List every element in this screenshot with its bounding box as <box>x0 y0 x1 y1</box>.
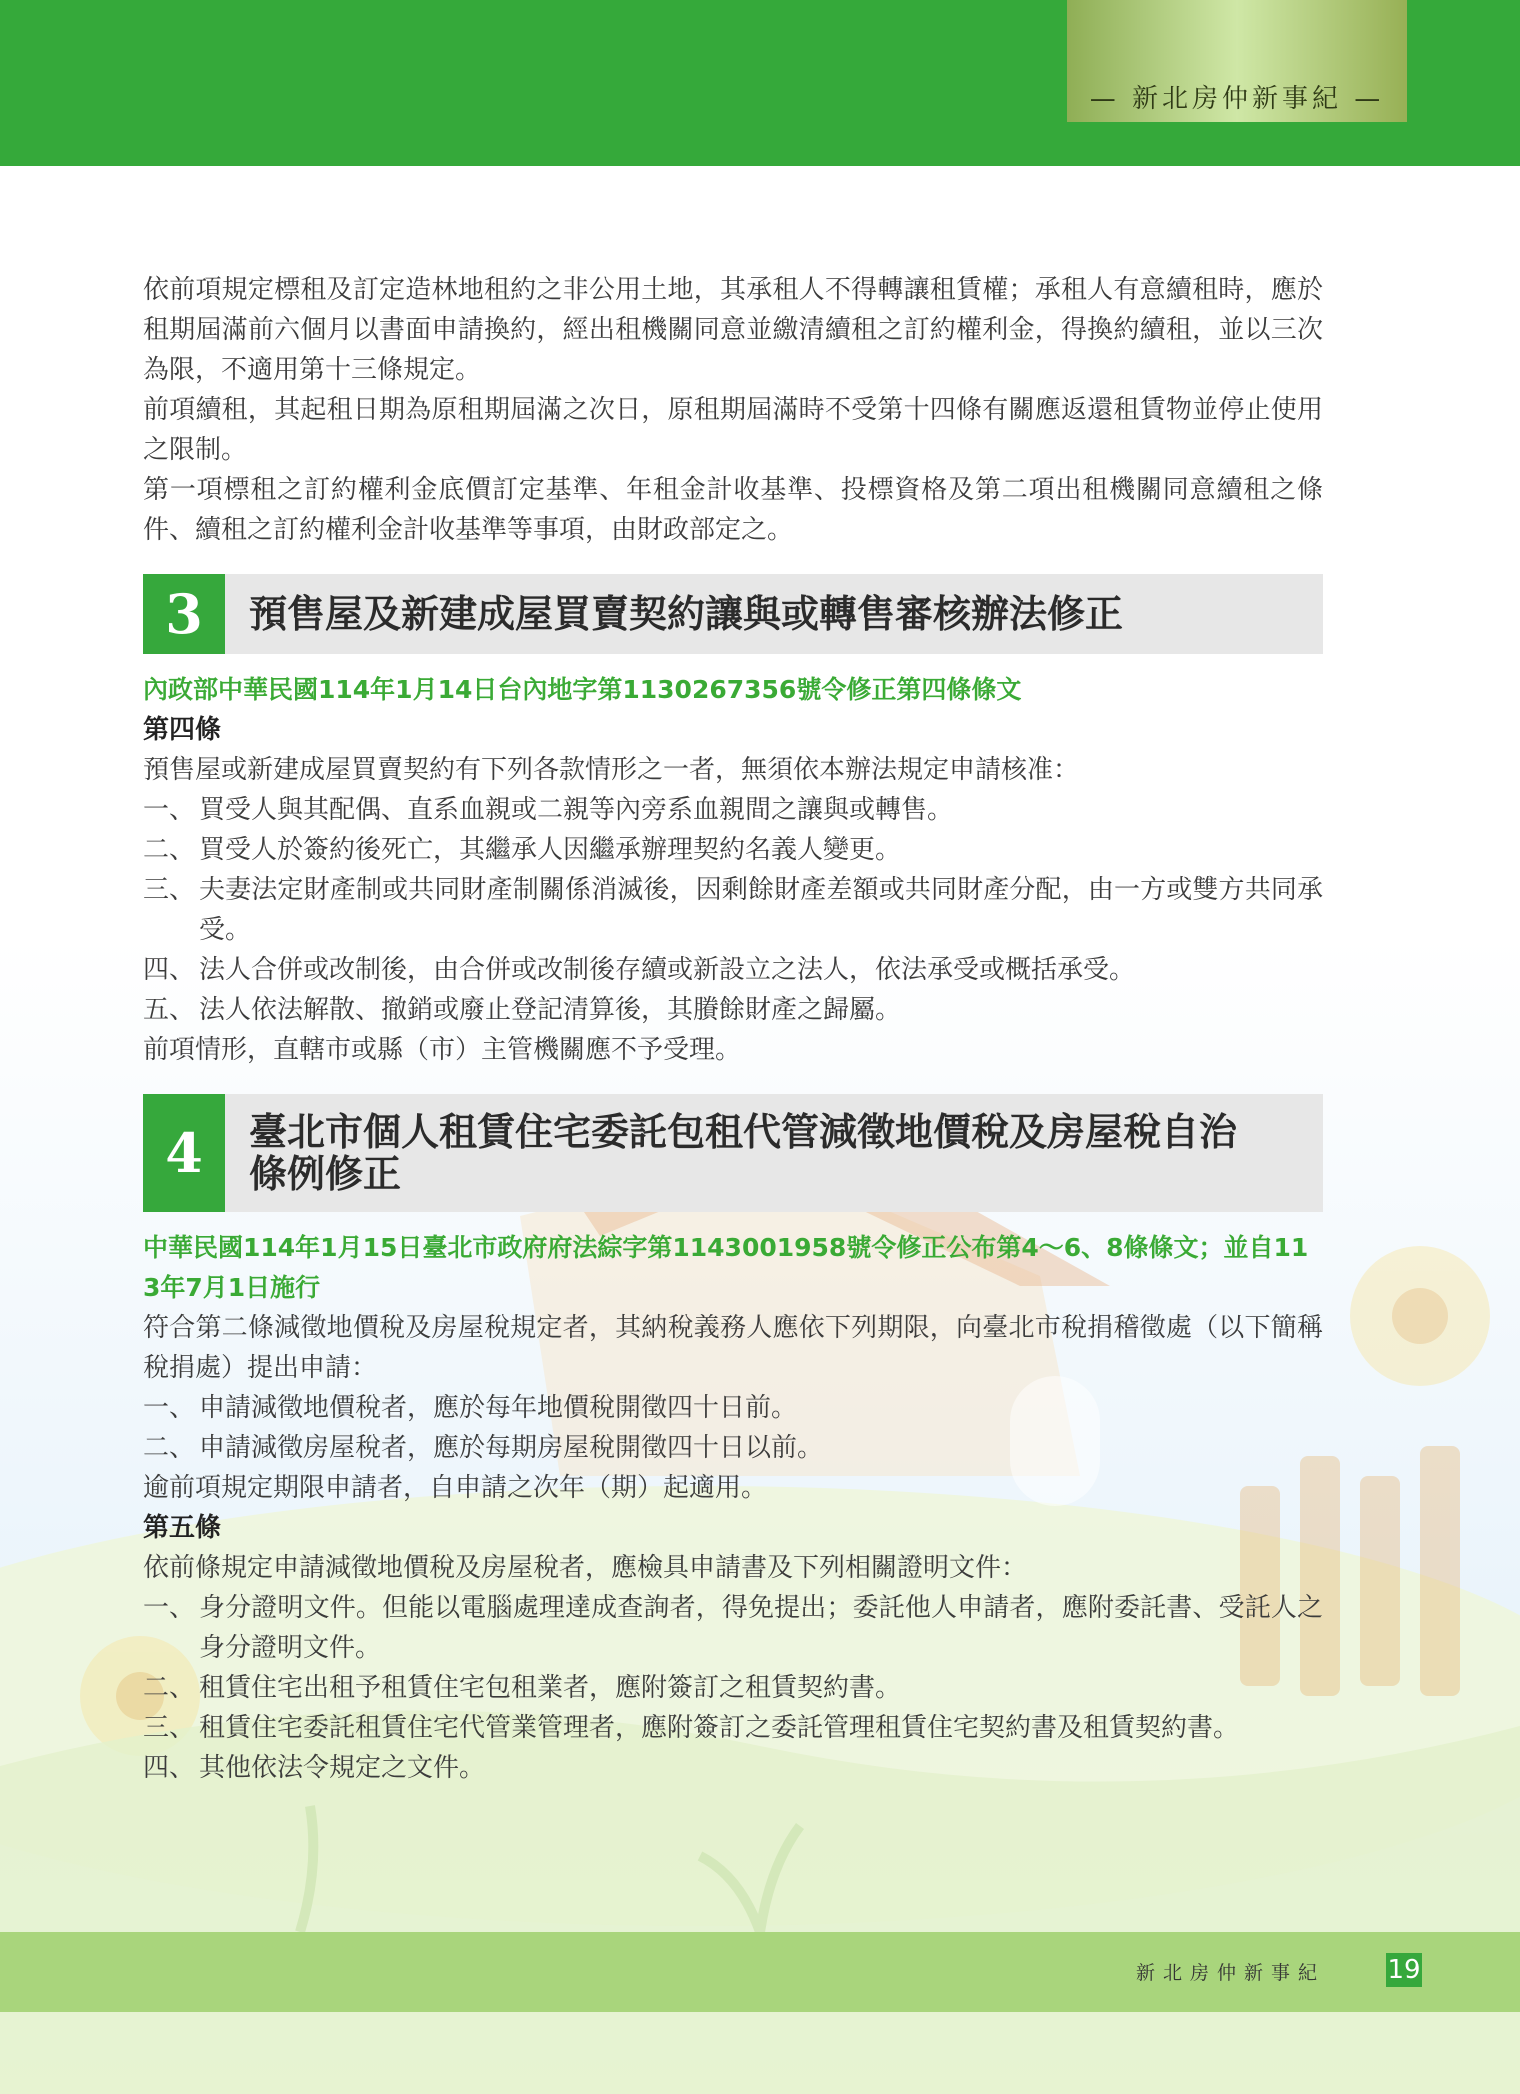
list-item-number: 三、 <box>143 1713 196 1743</box>
list-item-text: 身分證明文件。但能以電腦處理達成查詢者，得免提出；委託他人申請者，應附委託書、受託人之身分證明文件。 <box>199 1593 1323 1663</box>
list-item-number: 三、 <box>143 875 196 905</box>
list-item-text: 其他依法令規定之文件。 <box>199 1753 486 1783</box>
page-number: 19 <box>1387 1955 1421 1985</box>
page-content <box>143 270 1323 1788</box>
intro-paragraph-1: 依前項規定標租及訂定造林地租約之非公用土地，其承租人不得轉讓租賃權；承租人有意續租時，應於租期屆滿前六個月以書面申請換約，經出租機關同意並繳清續租之訂約權利金，得換約續租，並以三次為限，不適用第十三條規定。 <box>143 275 1323 385</box>
intro-paragraph-3: 第一項標租之訂約權利金底價訂定基準、年租金計收基準、投標資格及第二項出租機關同意續租之條件、續租之訂約權利金計收基準等事項，由財政部定之。 <box>143 475 1323 545</box>
list-item <box>143 1588 1323 1668</box>
section-3-title: 預售屋及新建成屋買賣契約讓與或轉售審核辦法修正 <box>249 592 1124 636</box>
section-4-title-line-1: 臺北市個人租賃住宅委託包租代管減徵地價稅及房屋稅自治 <box>249 1110 1238 1154</box>
list-item-text: 夫妻法定財產制或共同財產制關係消滅後，因剩餘財產差額或共同財產分配，由一方或雙方共同承受。 <box>199 875 1323 945</box>
list-item-number: 一、 <box>143 795 196 825</box>
section-4-decree: 中華民國114年1月15日臺北市政府府法綜字第1143001958號令修正公布第4～6、8條條文；並自113年7月1日施行 <box>143 1233 1309 1302</box>
section-4-lead-5: 依前條規定申請減徵地價稅及房屋稅者，應檢具申請書及下列相關證明文件： <box>143 1553 1028 1583</box>
list-item-number: 四、 <box>143 955 196 985</box>
list-item-number: 四、 <box>143 1753 196 1783</box>
list-item-number: 二、 <box>143 1433 196 1463</box>
list-item-text: 買受人於簽約後死亡，其繼承人因繼承辦理契約名義人變更。 <box>199 835 902 865</box>
list-item-number: 二、 <box>143 1673 196 1703</box>
list-item <box>143 1748 1323 1788</box>
list-item <box>143 1388 1323 1428</box>
list-item <box>143 830 1323 870</box>
list-item <box>143 1428 1323 1468</box>
list-item-number: 一、 <box>143 1593 196 1623</box>
section-4-title-line-2: 條例修正 <box>249 1152 402 1196</box>
list-item-number: 一、 <box>143 1393 196 1423</box>
list-item-text: 法人依法解散、撤銷或廢止登記清算後，其賸餘財產之歸屬。 <box>199 995 902 1025</box>
section-3-number: 3 <box>143 574 225 654</box>
section-4-lead: 符合第二條減徵地價稅及房屋稅規定者，其納稅義務人應依下列期限，向臺北市稅捐稽徵處（以下簡稱稅捐處）提出申請： <box>143 1313 1323 1383</box>
list-item <box>143 990 1323 1030</box>
list-item <box>143 1708 1323 1748</box>
section-3-decree: 內政部中華民國114年1月14日台內地字第1130267356號令修正第四條條文 <box>143 675 1022 704</box>
list-item-number: 二、 <box>143 835 196 865</box>
section-4-header <box>143 1094 1323 1212</box>
section-4-number: 4 <box>143 1094 225 1212</box>
header-tab <box>1067 0 1407 122</box>
section-4-closing: 逾前項規定期限申請者，自申請之次年（期）起適用。 <box>143 1473 768 1503</box>
list-item-number: 五、 <box>143 995 196 1025</box>
section-3-header <box>143 574 1323 654</box>
list-item-text: 租賃住宅出租予租賃住宅包租業者，應附簽訂之租賃契約書。 <box>199 1673 902 1703</box>
list-item <box>143 870 1323 950</box>
list-item-text: 申請減徵房屋稅者，應於每期房屋稅開徵四十日以前。 <box>199 1433 824 1463</box>
list-item-text: 租賃住宅委託租賃住宅代管業管理者，應附簽訂之委託管理租賃住宅契約書及租賃契約書。 <box>199 1713 1240 1743</box>
section-4-article-5: 第五條 <box>143 1513 222 1543</box>
list-item-text: 法人合併或改制後，由合併或改制後存續或新設立之法人，依法承受或概括承受。 <box>199 955 1136 985</box>
section-3-article: 第四條 <box>143 715 222 745</box>
list-item-text: 申請減徵地價稅者，應於每年地價稅開徵四十日前。 <box>199 1393 798 1423</box>
header-title: — 新北房仲新事紀 — <box>1089 84 1385 114</box>
list-item <box>143 790 1323 830</box>
section-3-lead: 預售屋或新建成屋買賣契約有下列各款情形之一者，無須依本辦法規定申請核准： <box>143 755 1080 785</box>
section-4-title <box>225 1094 1323 1212</box>
list-item-text: 買受人與其配偶、直系血親或二親等內旁系血親間之讓與或轉售。 <box>199 795 954 825</box>
section-3-closing: 前項情形，直轄市或縣（市）主管機關應不予受理。 <box>143 1035 742 1065</box>
list-item <box>143 950 1323 990</box>
intro-paragraph-2: 前項續租，其起租日期為原租期屆滿之次日，原租期屆滿時不受第十四條有關應返還租賃物並停止使用之限制。 <box>143 395 1323 465</box>
list-item <box>143 1668 1323 1708</box>
footer-title: 新北房仲新事紀 <box>1136 1962 1326 1984</box>
